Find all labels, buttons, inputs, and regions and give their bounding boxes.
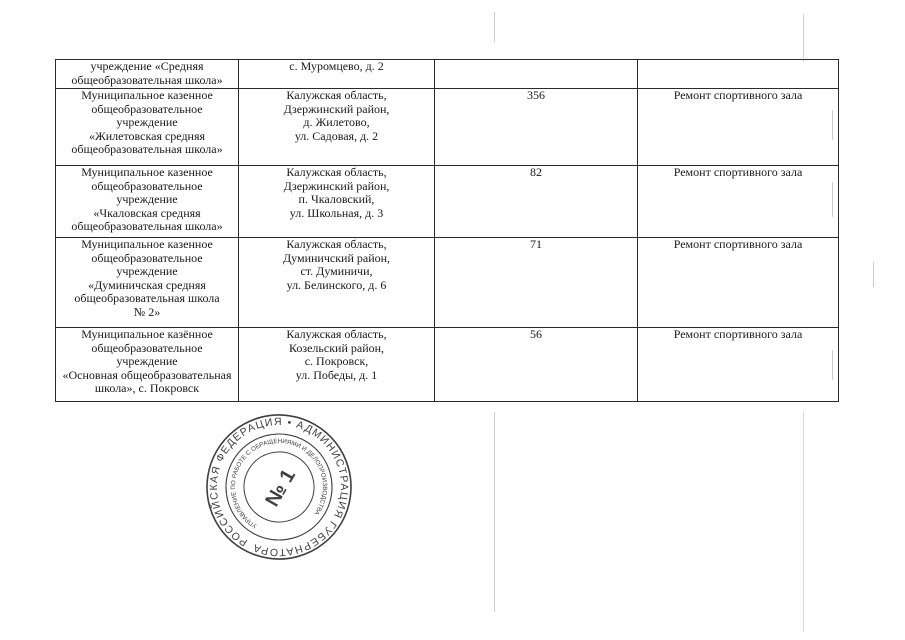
institution-cell-line: общеобразовательное <box>91 178 203 193</box>
schools-table <box>55 59 839 402</box>
institution-cell-line: Муниципальное казенное <box>81 88 213 102</box>
institution-cell-line: учреждение <box>116 264 178 279</box>
table-row <box>56 89 839 166</box>
official-seal <box>205 413 353 561</box>
institution-cell-line: Муниципальное казённое <box>81 327 213 341</box>
address-cell-line: Дзержинский район, <box>283 101 390 116</box>
seal-inner-text: УПРАВЛЕНИЕ ПО РАБОТЕ С ОБРАЩЕНИЯМИ И ДЕЛОПРОИЗВОДСТВА <box>229 437 329 530</box>
institution-cell <box>56 60 239 89</box>
address-cell-line: ул. Победы, д. 1 <box>295 367 378 382</box>
address-cell-line: Дзержинский район, <box>283 178 390 193</box>
amount-cell <box>435 60 638 89</box>
amount-cell: 356 <box>435 89 638 166</box>
table-row <box>56 238 839 328</box>
work-type-cell: Ремонт спортивного зала <box>638 166 839 238</box>
address-cell-line: с. Покровск, <box>304 354 369 369</box>
scan-artifact-line <box>832 110 833 140</box>
scan-artifact-line <box>873 262 874 287</box>
scan-artifact-line <box>832 182 833 217</box>
seal-outer-text: РОССИЙСКАЯ ФЕДЕРАЦИЯ • АДМИНИСТРАЦИЯ ГУБЕРНАТОРА <box>207 415 351 559</box>
seal-number: № 1 <box>261 465 301 511</box>
institution-cell-line: учреждение <box>116 115 178 130</box>
institution-cell <box>56 166 239 238</box>
institution-cell <box>56 89 239 166</box>
institution-cell <box>56 238 239 328</box>
scan-artifact-line <box>494 12 495 42</box>
institution-cell <box>56 328 239 402</box>
address-cell-line: Калужская область, <box>286 237 387 251</box>
institution-cell-line: школа», с. Покровск <box>94 381 200 396</box>
table-row <box>56 166 839 238</box>
scan-artifact-line <box>803 14 804 62</box>
address-cell-line: п. Чкаловский, <box>298 192 375 207</box>
work-type-cell <box>638 60 839 89</box>
institution-cell-line: Муниципальное казенное <box>81 237 213 251</box>
institution-cell-line: № 2» <box>133 304 161 319</box>
amount-cell: 56 <box>435 328 638 402</box>
scan-artifact-line <box>803 412 804 632</box>
institution-cell-line: Муниципальное казенное <box>81 165 213 179</box>
address-cell-line: Думиничский район, <box>282 250 391 265</box>
institution-cell-line: общеобразовательное <box>91 101 203 116</box>
institution-cell-line: учреждение <box>116 354 178 369</box>
scan-artifact-line <box>832 350 833 380</box>
institution-cell-line: общеобразовательная школа <box>74 291 220 306</box>
institution-cell-line: общеобразовательное <box>91 250 203 265</box>
institution-cell-line: учреждение <box>116 192 178 207</box>
address-cell-line: ул. Садовая, д. 2 <box>294 128 379 143</box>
scan-artifact-line <box>494 412 495 612</box>
institution-cell-line: общеобразовательное <box>91 340 203 355</box>
address-cell <box>239 328 435 402</box>
address-cell-line: Калужская область, <box>286 88 387 102</box>
institution-cell-line: «Основная общеобразовательная <box>62 367 232 382</box>
amount-cell: 71 <box>435 238 638 328</box>
address-cell-line: Калужская область, <box>286 165 387 179</box>
institution-cell-line: «Чкаловская средняя <box>93 205 201 220</box>
address-cell <box>239 89 435 166</box>
address-cell-line: ст. Думиничи, <box>300 264 373 279</box>
institution-cell-line: учреждение «Средняя <box>90 59 204 73</box>
institution-cell-line: «Жилетовская средняя <box>88 128 206 143</box>
institution-cell-line: общеобразовательная школа» <box>71 72 223 87</box>
table-row <box>56 328 839 402</box>
address-cell-line: Козельский район, <box>288 340 385 355</box>
amount-cell: 82 <box>435 166 638 238</box>
address-cell <box>239 238 435 328</box>
address-cell <box>239 166 435 238</box>
work-type-cell: Ремонт спортивного зала <box>638 238 839 328</box>
work-type-cell: Ремонт спортивного зала <box>638 89 839 166</box>
institution-cell-line: общеобразовательная школа» <box>71 142 223 157</box>
address-cell-line: с. Муромцево, д. 2 <box>289 59 384 73</box>
institution-cell-line: общеобразовательная школа» <box>71 219 223 234</box>
address-cell-line: Калужская область, <box>286 327 387 341</box>
address-cell-line: ул. Белинского, д. 6 <box>286 277 387 292</box>
institution-cell-line: «Думиничская средняя <box>88 277 206 292</box>
address-cell-line: ул. Школьная, д. 3 <box>289 205 384 220</box>
work-type-cell: Ремонт спортивного зала <box>638 328 839 402</box>
address-cell <box>239 60 435 89</box>
address-cell-line: д. Жилетово, <box>303 115 370 130</box>
table-row <box>56 60 839 89</box>
